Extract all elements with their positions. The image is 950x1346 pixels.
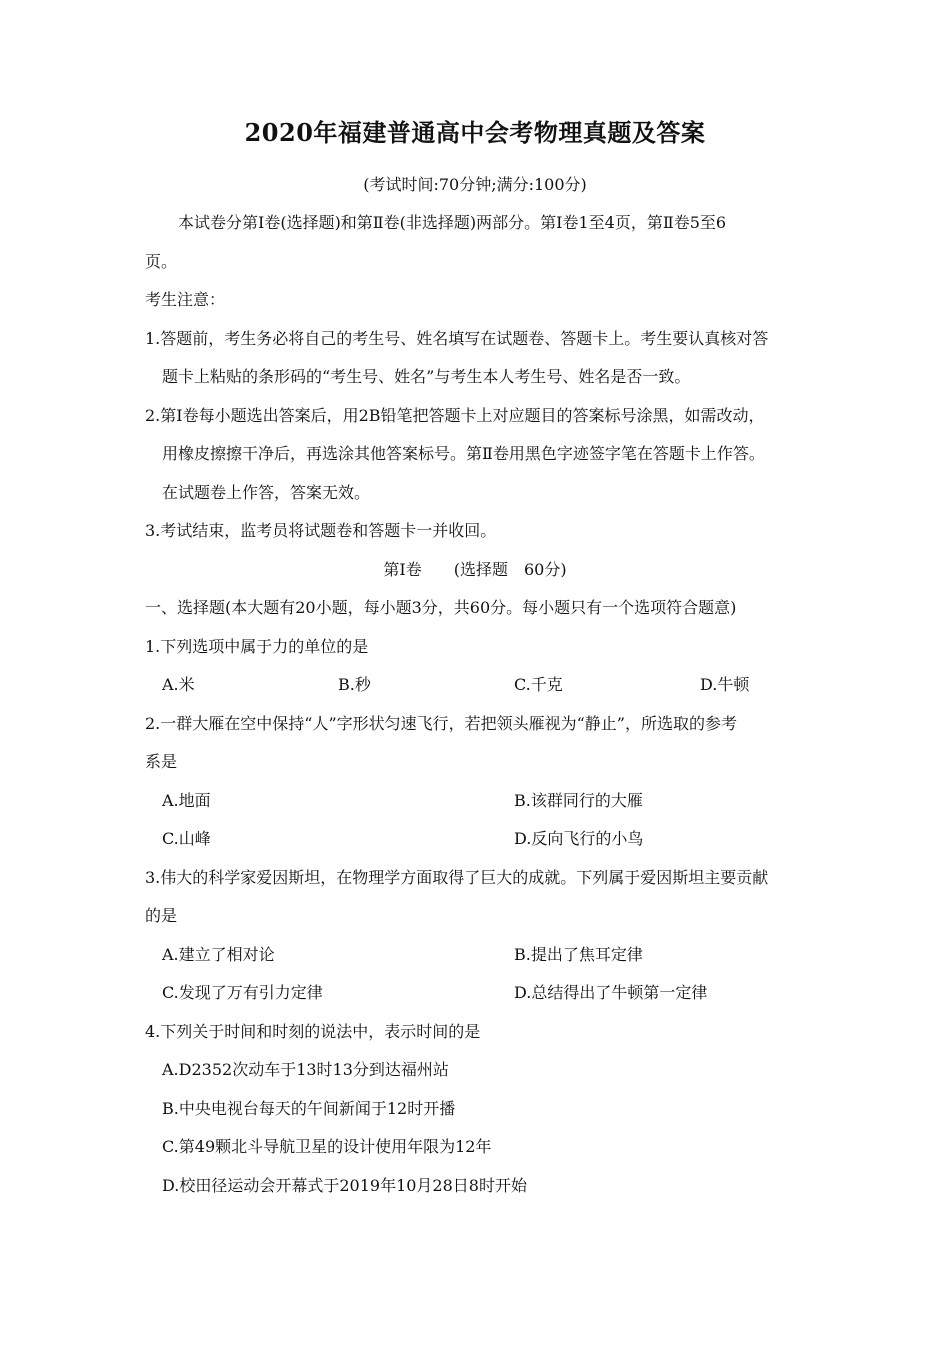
question-1-stem: 1.下列选项中属于力的单位的是 <box>145 637 369 656</box>
section-title: 第Ⅰ卷 (选择题 60分) <box>383 560 567 579</box>
question-4-option-b: B.中央电视台每天的午间新闻于12时开播 <box>162 1099 456 1118</box>
question-2-option-b: B.该群同行的大雁 <box>514 791 643 810</box>
question-4-option-a: A.D2352次动车于13时13分到达福州站 <box>162 1060 449 1079</box>
notice-1-line-2: 题卡上粘贴的条形码的“考生号、姓名”与考生本人考生号、姓名是否一致。 <box>162 367 691 386</box>
question-1-option-c: C.千克 <box>514 675 563 694</box>
question-4-stem: 4.下列关于时间和时刻的说法中，表示时间的是 <box>145 1022 481 1041</box>
notice-2-line-1: 2.第Ⅰ卷每小题选出答案后，用2B铅笔把答题卡上对应题目的答案标号涂黑，如需改动， <box>145 406 765 425</box>
question-1-option-a: A.米 <box>162 675 195 694</box>
notice-2-line-3: 在试题卷上作答，答案无效。 <box>162 483 371 502</box>
question-3-option-d: D.总结得出了牛顿第一定律 <box>514 983 708 1002</box>
question-1-option-d: D.牛顿 <box>700 675 750 694</box>
notice-1-line-1: 1.答题前，考生务必将自己的考生号、姓名填写在试题卷、答题卡上。考生要认真核对答 <box>145 329 769 348</box>
question-4-option-d: D.校田径运动会开幕式于2019年10月28日8时开始 <box>162 1176 527 1195</box>
part-heading: 一、选择题(本大题有20小题，每小题3分，共60分。每小题只有一个选项符合题意) <box>145 598 737 617</box>
question-3-stem-line-1: 3.伟大的科学家爱因斯坦，在物理学方面取得了巨大的成就。下列属于爱因斯坦主要贡献 <box>145 868 769 887</box>
intro-line-1: 本试卷分第Ⅰ卷(选择题)和第Ⅱ卷(非选择题)两部分。第Ⅰ卷1至4页，第Ⅱ卷5至6 <box>178 213 727 232</box>
question-2-option-c: C.山峰 <box>162 829 211 848</box>
notice-2-line-2: 用橡皮擦擦干净后，再选涂其他答案标号。第Ⅱ卷用黑色字迹签字笔在答题卡上作答。 <box>162 444 765 463</box>
question-2-option-d: D.反向飞行的小鸟 <box>514 829 644 848</box>
document-title: 2020年福建普通高中会考物理真题及答案 <box>244 118 706 147</box>
question-2-stem-line-2: 系是 <box>145 752 178 771</box>
question-3-option-a: A.建立了相对论 <box>162 945 275 964</box>
question-3-stem-line-2: 的是 <box>145 906 178 925</box>
intro-line-2: 页。 <box>145 252 178 271</box>
question-2-stem-line-1: 2.一群大雁在空中保持“人”字形状匀速飞行，若把领头雁视为“静止”，所选取的参考 <box>145 714 737 733</box>
question-1-option-b: B.秒 <box>338 675 371 694</box>
exam-info: (考试时间:70分钟;满分:100分) <box>363 175 587 194</box>
notice-3-line-1: 3.考试结束，监考员将试题卷和答题卡一并收回。 <box>145 521 497 540</box>
question-4-option-c: C.第49颗北斗导航卫星的设计使用年限为12年 <box>162 1137 492 1156</box>
question-2-option-a: A.地面 <box>162 791 211 810</box>
notice-heading: 考生注意： <box>145 290 226 309</box>
question-3-option-b: B.提出了焦耳定律 <box>514 945 643 964</box>
question-3-option-c: C.发现了万有引力定律 <box>162 983 323 1002</box>
